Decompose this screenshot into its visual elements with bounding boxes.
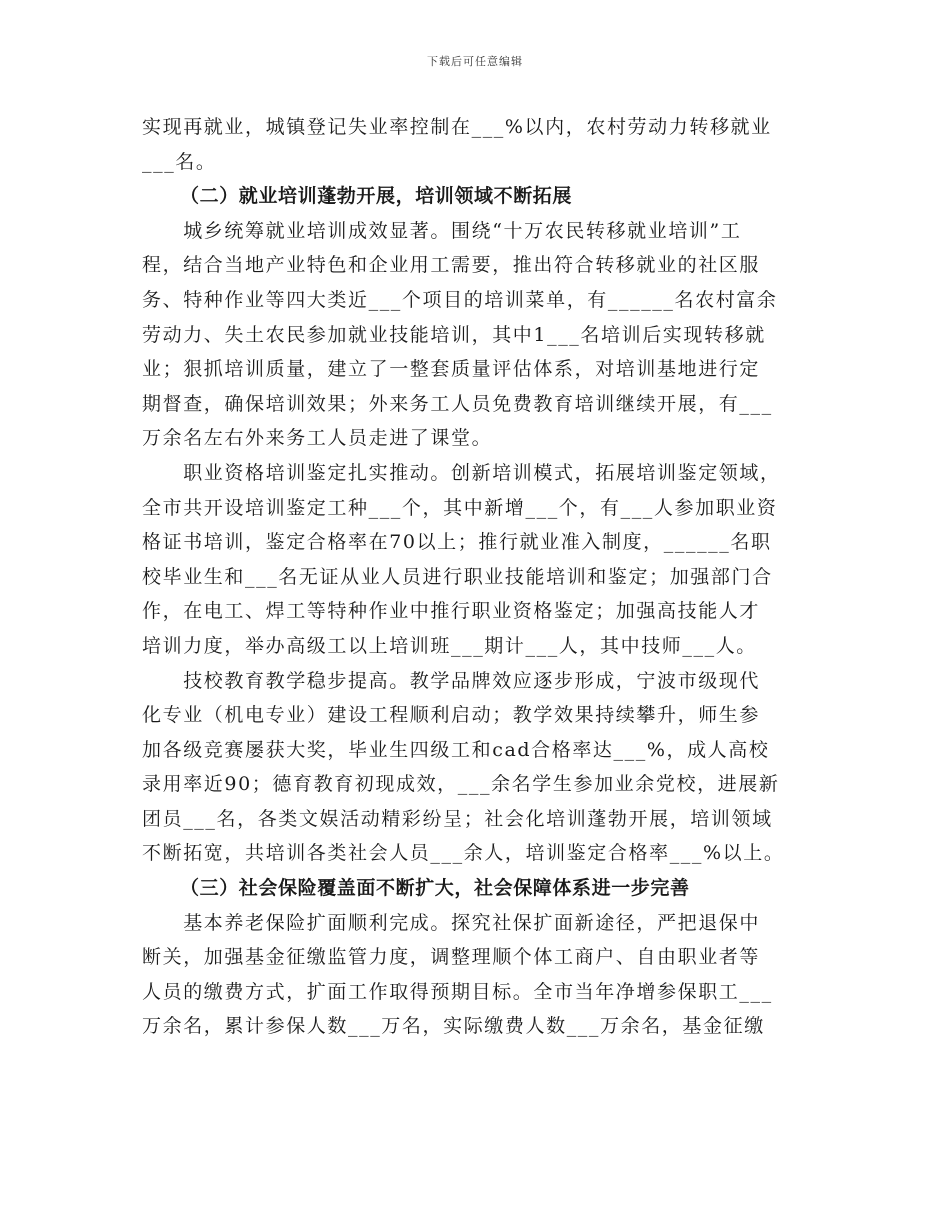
text-line: 作，在电工、焊工等特种作业中推行职业资格鉴定；加强高技能人才 xyxy=(142,600,761,623)
text-line: 职业资格培训鉴定扎实推动。创新培训模式，拓展培训鉴定领域， xyxy=(142,461,781,484)
section-heading: （三）社会保险覆盖面不断扩大，社会保障体系进一步完善 xyxy=(180,877,690,900)
text-line: ___名。 xyxy=(142,150,217,173)
text-line: 期督查，确保培训效果；外来务工人员免费教育培训继续开展，有___ xyxy=(142,392,773,415)
text-line: 录用率近90；德育教育初现成效，___余名学生参加业余党校，进展新 xyxy=(142,773,780,796)
text-line: 加各级竞赛屡获大奖，毕业生四级工和cad合格率达___%，成人高校 xyxy=(142,738,770,761)
page-header: 下载后可任意编辑 xyxy=(427,55,523,68)
text-line: 业；狠抓培训质量，建立了一整套质量评估体系，对培训基地进行定 xyxy=(142,358,761,381)
text-line: 培训力度，举办高级工以上培训班___期计___人，其中技师___人。 xyxy=(142,634,757,657)
text-line: 校毕业生和___名无证从业人员进行职业技能培训和鉴定；加强部门合 xyxy=(142,565,773,588)
text-line: 万余名，累计参保人数___万名，实际缴费人数___万余名，基金征缴 xyxy=(142,1015,765,1038)
text-line: 人员的缴费方式，扩面工作取得预期目标。全市当年净增参保职工___ xyxy=(142,980,773,1003)
text-line: 万余名左右外来务工人员走进了课堂。 xyxy=(142,427,493,450)
document-body xyxy=(142,110,822,1044)
text-line: 断关，加强基金征缴监管力度，调整理顺个体工商户、自由职业者等 xyxy=(142,946,761,969)
text-line: 全市共开设培训鉴定工种___个，其中新增___个，有___人参加职业资 xyxy=(142,496,778,519)
text-line: 团员___名，各类文娱活动精彩纷呈；社会化培训蓬勃开展，培训领域 xyxy=(142,807,773,830)
section-heading: （二）就业培训蓬勃开展，培训领域不断拓展 xyxy=(180,185,573,208)
text-line: 城乡统筹就业培训成效显著。围绕“十万农民转移就业培训”工 xyxy=(142,219,742,242)
text-line: 化专业（机电专业）建设工程顺利启动；教学效果持续攀升，师生参 xyxy=(142,704,761,727)
text-line: 务、特种作业等四大类近___个项目的培训菜单，有______名农村富余 xyxy=(142,288,778,311)
text-line: 基本养老保险扩面顺利完成。探究社保扩面新途径，严把退保中 xyxy=(142,911,761,934)
text-line: 不断拓宽，共培训各类社会人员___余人，培训鉴定合格率___%以上。 xyxy=(142,842,785,865)
text-line: 实现再就业，城镇登记失业率控制在___%以内，农村劳动力转移就业 xyxy=(142,116,772,138)
text-line: 技校教育教学稳步提高。教学品牌效应逐步形成，宁波市级现代 xyxy=(142,669,761,692)
text-line: 程，结合当地产业特色和企业用工需要，推出符合转移就业的社区服 xyxy=(142,254,761,277)
text-line: 格证书培训，鉴定合格率在70以上；推行就业准入制度，______名职 xyxy=(142,531,772,554)
text-line: 劳动力、失土农民参加就业技能培训，其中1___名培训后实现转移就 xyxy=(142,323,766,346)
